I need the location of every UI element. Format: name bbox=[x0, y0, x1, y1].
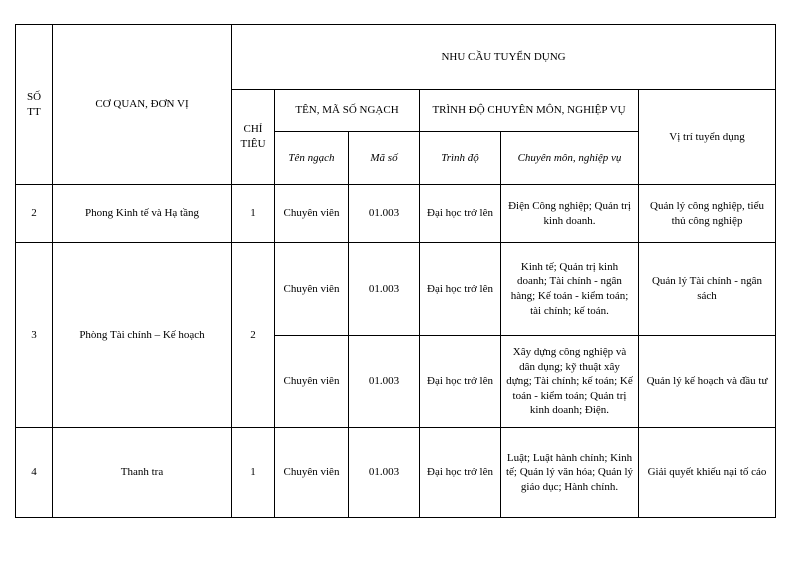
cell-position: Quản lý công nghiệp, tiểu thủ công nghiệp bbox=[639, 185, 776, 243]
cell-level: Đại học trở lên bbox=[420, 243, 501, 336]
cell-specialty: Điện Công nghiệp; Quản trị kinh doanh. bbox=[501, 185, 639, 243]
header-level: Trình độ bbox=[420, 132, 501, 185]
header-agency: CƠ QUAN, ĐƠN VỊ bbox=[53, 25, 232, 185]
header-quota: CHỈ TIÊU bbox=[232, 90, 275, 185]
cell-rank-code: 01.003 bbox=[349, 185, 420, 243]
cell-agency: Phong Kinh tế và Hạ tầng bbox=[53, 185, 232, 243]
cell-level: Đại học trở lên bbox=[420, 428, 501, 518]
cell-quota: 1 bbox=[232, 428, 275, 518]
header-row-1 bbox=[16, 25, 776, 90]
cell-agency: Phòng Tài chính – Kế hoạch bbox=[53, 243, 232, 428]
table-row bbox=[16, 185, 776, 243]
cell-rank-name: Chuyên viên bbox=[275, 428, 349, 518]
header-rank: TÊN, MÃ SỐ NGẠCH bbox=[275, 90, 420, 132]
cell-rank-name: Chuyên viên bbox=[275, 185, 349, 243]
cell-position: Quản lý Tài chính - ngân sách bbox=[639, 243, 776, 336]
header-rank-name: Tên ngạch bbox=[275, 132, 349, 185]
header-position: Vị trí tuyển dụng bbox=[639, 90, 776, 185]
cell-agency: Thanh tra bbox=[53, 428, 232, 518]
cell-specialty: Kinh tế; Quản trị kinh doanh; Tài chính - ngân hàng; Kế toán - kiểm toán; tài chính; kế toán. bbox=[501, 243, 639, 336]
cell-quota: 2 bbox=[232, 243, 275, 428]
cell-position: Giải quyết khiếu nại tố cáo bbox=[639, 428, 776, 518]
cell-stt: 3 bbox=[16, 243, 53, 428]
cell-position: Quản lý kế hoạch và đầu tư bbox=[639, 336, 776, 428]
header-qualification: TRÌNH ĐỘ CHUYÊN MÔN, NGHIỆP VỤ bbox=[420, 90, 639, 132]
cell-level: Đại học trở lên bbox=[420, 185, 501, 243]
cell-rank-name: Chuyên viên bbox=[275, 243, 349, 336]
cell-specialty: Luật; Luật hành chính; Kinh tế; Quản lý văn hóa; Quản lý giáo dục; Hành chính. bbox=[501, 428, 639, 518]
cell-stt: 4 bbox=[16, 428, 53, 518]
recruitment-table bbox=[15, 24, 776, 518]
table-row bbox=[16, 243, 776, 336]
cell-level: Đại học trở lên bbox=[420, 336, 501, 428]
cell-rank-code: 01.003 bbox=[349, 336, 420, 428]
cell-rank-name: Chuyên viên bbox=[275, 336, 349, 428]
header-rank-code: Mã số bbox=[349, 132, 420, 185]
header-stt: SỐ TT bbox=[16, 25, 53, 185]
cell-rank-code: 01.003 bbox=[349, 243, 420, 336]
cell-quota: 1 bbox=[232, 185, 275, 243]
header-needs: NHU CẦU TUYỂN DỤNG bbox=[232, 25, 776, 90]
table-row bbox=[16, 428, 776, 518]
header-specialty: Chuyên môn, nghiệp vụ bbox=[501, 132, 639, 185]
cell-rank-code: 01.003 bbox=[349, 428, 420, 518]
cell-stt: 2 bbox=[16, 185, 53, 243]
cell-specialty: Xây dựng công nghiệp và dân dụng; kỹ thuật xây dựng; Tài chính; kế toán; Kế toán - kiểm toán; Quản trị kinh doanh; Điện. bbox=[501, 336, 639, 428]
